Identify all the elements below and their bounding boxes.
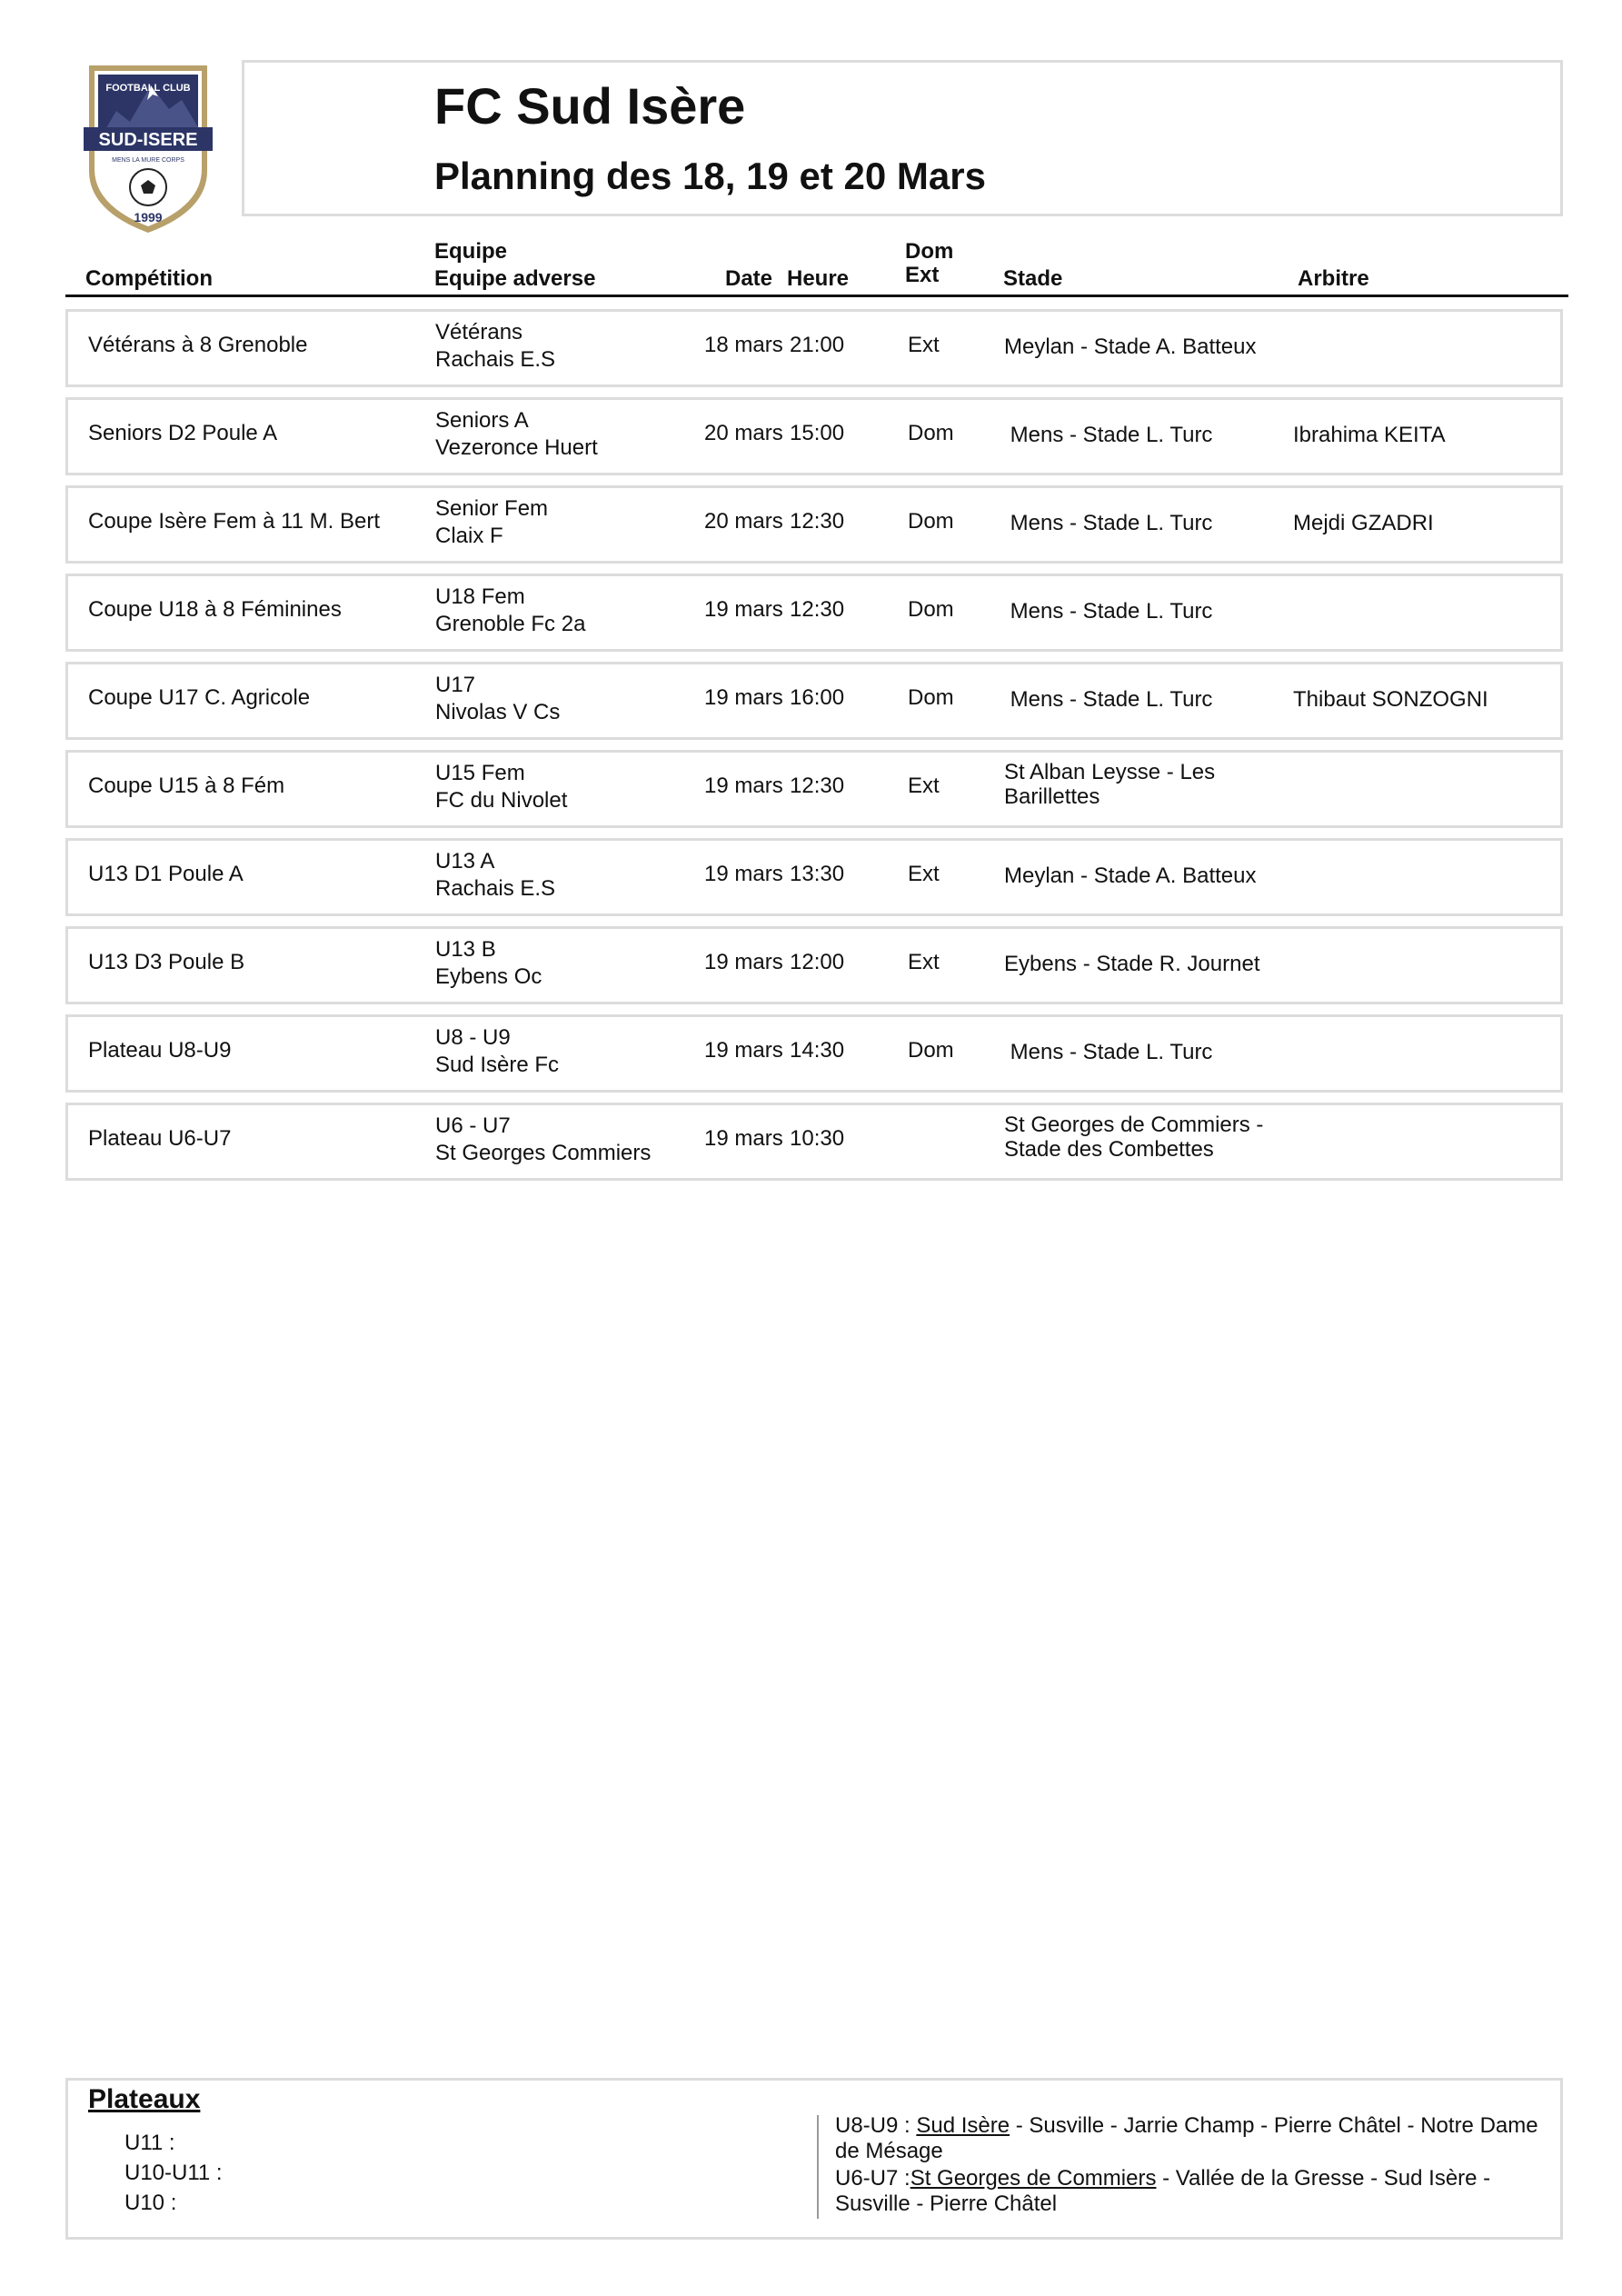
stade-line: St Alban Leysse - Les [1004,760,1216,784]
team-cell [435,1113,651,1167]
club-logo [80,55,216,236]
date-cell: 18 mars [704,333,783,357]
dom-ext-cell: Dom [908,1038,954,1063]
stade-line: Mens - Stade L. Turc [1004,423,1213,447]
equipe-text: U17 [435,673,476,697]
header-divider [65,294,1568,297]
table-row [65,1103,1563,1181]
competition-cell: Vétérans à 8 Grenoble [88,333,308,357]
stade-cell [1004,1039,1277,1066]
plateaux-divider [817,2115,819,2219]
time-cell: 12:30 [790,509,845,534]
stade-line: Meylan - Stade A. Batteux [1004,334,1257,359]
date-cell: 19 mars [704,1126,783,1151]
club-crest-icon [80,55,216,236]
col-header-competition: Compétition [85,266,213,291]
dom-ext-cell: Dom [908,421,954,445]
table-row [65,926,1563,1004]
adverse-text: Sud Isère Fc [435,1053,560,1077]
competition-cell: Seniors D2 Poule A [88,421,278,445]
competition-cell: Coupe Isère Fem à 11 M. Bert [88,509,381,534]
competition-cell: Coupe U17 C. Agricole [88,685,311,710]
team-cell [435,584,585,638]
table-row [65,397,1563,475]
dom-ext-cell: Dom [908,685,954,710]
date-cell: 19 mars [704,774,783,798]
time-cell: 14:30 [790,1038,845,1063]
dom-ext-cell: Ext [908,950,940,974]
logo-name-text: SUD-ISERE [98,130,198,150]
competition-cell: U13 D3 Poule B [88,950,245,974]
stade-line: Mens - Stade L. Turc [1004,687,1213,712]
date-cell: 19 mars [704,597,783,622]
team-cell [435,848,555,903]
adverse-text: Eybens Oc [435,964,542,989]
competition-cell: U13 D1 Poule A [88,862,244,886]
logo-year-text: 1999 [134,210,163,225]
team-cell [435,407,598,462]
equipe-text: Vétérans [435,320,523,344]
col-header-date: Date [725,266,773,291]
plateaux-box [65,2078,1563,2240]
date-cell: 19 mars [704,685,783,710]
table-row [65,485,1563,564]
stade-cell [1004,951,1277,978]
adverse-text: Grenoble Fc 2a [435,612,586,636]
equipe-text: U13 B [435,937,496,962]
arbitre-cell: Ibrahima KEITA [1293,423,1446,447]
plateau-u6-host: St Georges de Commiers [910,2166,1157,2191]
team-cell [435,672,560,726]
time-cell: 16:00 [790,685,845,710]
plateau-u8-host: Sud Isère [916,2113,1010,2138]
stade-line: Stade des Combettes [1004,1137,1214,1162]
stade-line: Mens - Stade L. Turc [1004,511,1213,535]
plateau-u8-rest: - Susville - Jarrie Champ - Pierre Châtel - Notre Dame de Mésage [835,2113,1538,2163]
equipe-text: U13 A [435,849,495,873]
dom-ext-cell: Ext [908,774,940,798]
stade-line: Mens - Stade L. Turc [1004,1040,1213,1064]
team-cell [435,936,542,991]
time-cell: 21:00 [790,333,845,357]
page-subtitle: Planning des 18, 19 et 20 Mars [434,155,986,197]
stade-line: Meylan - Stade A. Batteux [1004,863,1257,888]
equipe-text: U6 - U7 [435,1113,511,1138]
equipe-text: U8 - U9 [435,1025,511,1050]
logo-sub-text: MENS LA MURE CORPS [112,157,184,164]
adverse-text: Vezeronce Huert [435,435,598,460]
plateau-u6-u7 [835,2166,1553,2217]
plateau-u8-u9 [835,2113,1553,2164]
equipe-text: U15 Fem [435,761,525,785]
adverse-text: FC du Nivolet [435,788,568,813]
table-row [65,309,1563,387]
dom-ext-cell: Dom [908,509,954,534]
stade-cell [1004,334,1277,361]
arbitre-cell: Mejdi GZADRI [1293,511,1434,535]
dom-ext-cell: Ext [908,333,940,357]
plateau-u6-prefix: U6-U7 : [835,2166,911,2191]
dom-ext-cell: Dom [908,597,954,622]
time-cell: 15:00 [790,421,845,445]
u10-label: U10 : [124,2191,177,2215]
date-cell: 20 mars [704,421,783,445]
plateau-u8-prefix: U8-U9 : [835,2113,917,2138]
stade-cell [1004,686,1277,714]
table-row [65,662,1563,740]
stade-cell [1004,1113,1277,1162]
equipe-text: Seniors A [435,408,529,433]
team-cell [435,760,567,814]
stade-cell [1004,422,1277,449]
stade-cell [1004,598,1277,625]
stade-line: Eybens - Stade R. Journet [1004,952,1260,976]
competition-cell: Plateau U6-U7 [88,1126,232,1151]
time-cell: 10:30 [790,1126,845,1151]
equipe-text: U18 Fem [435,584,525,609]
col-header-equipe-adverse: Equipe adverse [434,266,596,291]
equipe-text: Senior Fem [435,496,549,521]
col-header-heure: Heure [787,266,850,291]
competition-cell: Coupe U18 à 8 Féminines [88,597,342,622]
u11-label: U11 : [124,2131,175,2155]
table-row [65,838,1563,916]
col-header-arbitre: Arbitre [1298,266,1369,291]
table-row [65,574,1563,652]
col-header-ext: Ext [905,263,940,287]
plateau-u6-rest: - Vallée de la Gresse - Sud Isère - Susville - Pierre Châtel [835,2166,1491,2216]
col-header-equipe: Equipe [434,239,508,264]
dom-ext-cell: Ext [908,862,940,886]
date-cell: 19 mars [704,862,783,886]
stade-line: St Georges de Commiers - [1004,1113,1264,1137]
time-cell: 12:30 [790,597,845,622]
date-cell: 19 mars [704,1038,783,1063]
date-cell: 20 mars [704,509,783,534]
plateaux-title: Plateaux [88,2084,201,2114]
competition-cell: Plateau U8-U9 [88,1038,232,1063]
table-row [65,1014,1563,1093]
adverse-text: Rachais E.S [435,347,556,372]
team-cell [435,1024,559,1079]
logo-top-text: FOOTBALL CLUB [105,83,191,94]
adverse-text: Claix F [435,524,503,548]
time-cell: 12:30 [790,774,845,798]
table-row [65,750,1563,828]
stade-line: Barillettes [1004,784,1100,809]
stade-cell [1004,510,1277,537]
adverse-text: Nivolas V Cs [435,700,561,724]
competition-cell: Coupe U15 à 8 Fém [88,774,285,798]
date-cell: 19 mars [704,950,783,974]
team-cell [435,319,555,374]
page-title: FC Sud Isère [434,77,746,135]
team-cell [435,495,548,550]
arbitre-cell: Thibaut SONZOGNI [1293,687,1488,712]
stade-cell [1004,760,1277,809]
time-cell: 13:30 [790,862,845,886]
time-cell: 12:00 [790,950,845,974]
col-header-stade: Stade [1003,266,1063,291]
adverse-text: Rachais E.S [435,876,556,901]
col-header-dom: Dom [905,239,954,264]
adverse-text: St Georges Commiers [435,1141,652,1165]
u10-u11-label: U10-U11 : [124,2161,223,2185]
stade-cell [1004,863,1277,890]
stade-line: Mens - Stade L. Turc [1004,599,1213,624]
